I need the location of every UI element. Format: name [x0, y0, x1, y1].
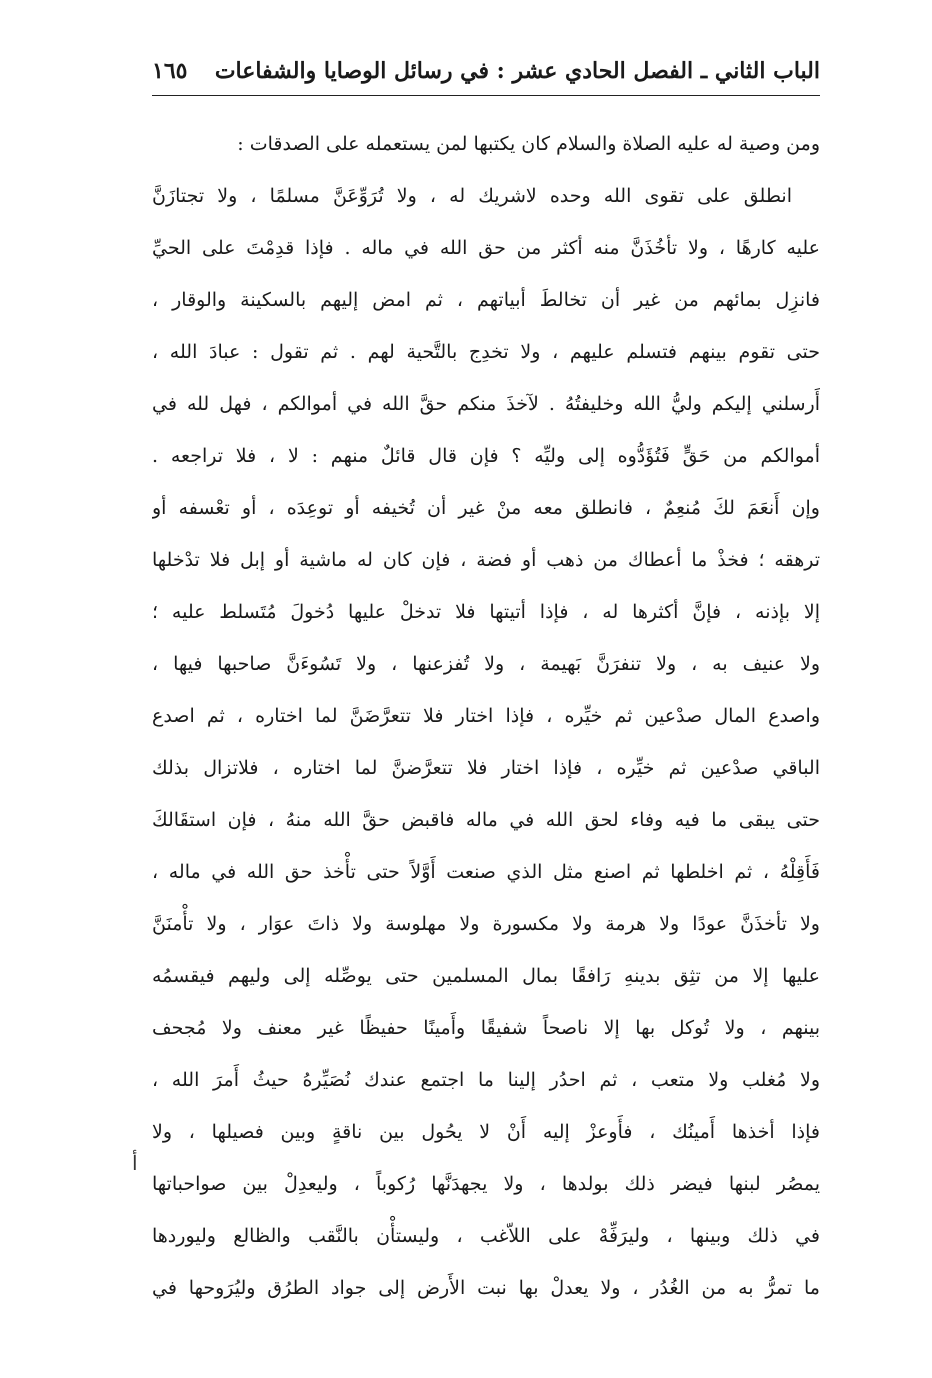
chapter-title: الباب الثاني ـ الفصل الحادي عشر : في رسائل الوصايا والشفاعات — [214, 58, 820, 84]
text-line: حتى تقوم بينهم فتسلم عليهم ، ولا تخدِج بالتَّحية لهم . ثم تقول : عبادَ الله ، — [152, 341, 820, 363]
text-line: انطلق على تقوى الله وحده لاشريك له ، ولا تُرَوِّعَنَّ مسلمًا ، ولا تجتازَنَّ — [152, 185, 792, 207]
text-line: إلا بإذنه ، فإنَّ أكثرها له ، فإذا أتيتها فلا تدخلْ عليها دُخولَ مُتَسلط عليه ؛ — [152, 601, 820, 623]
text-line: فإذا أخذها أَمينُك ، فأَوعزْ إليه أَنْ لا يحُول بين ناقةٍ وبين فصيلها ، ولا — [152, 1121, 820, 1143]
text-line: ولا عنيف به ، ولا تنفرَنَّ بَهيمة ، ولا تُفزعنها ، ولا تَسُوءَنَّ صاحبها فيها ، — [152, 653, 820, 675]
text-line: حتى يبقى ما فيه وفاء لحق الله في ماله فاقبض حقَّ الله منهُ ، فإن استقَالكَ — [152, 809, 820, 831]
body-text — [152, 118, 820, 1314]
margin-mark: أ — [132, 1151, 138, 1175]
text-line: ما تمرُّ به من الغُدُر ، ولا يعدلْ بها نبت الأَرض إلى جواد الطرُق وليُرَوحها في — [152, 1277, 820, 1299]
text-line: أموالكم من حَقٍّ فَتُؤَدُّوه إلى وليِّه ؟ فإن قال قائلٌ منهم : لا ، فلا تراجعه . — [152, 445, 820, 467]
header-divider — [152, 95, 820, 96]
text-line: ولا تأخذَنَّ عودًا ولا هرمة ولا مكسورة ولا مهلوسة ولا ذاتَ عوَار ، ولا تأْمنَنَّ — [152, 913, 820, 935]
running-header — [152, 52, 820, 92]
text-line: وإن أَنعَمَ لكَ مُنعِمٌ ، فانطلق معه منْ غير أن تُخيفه أو توعِدَه ، أو تعْسفه أو — [152, 497, 820, 519]
text-line: ومن وصية له عليه الصلاة والسلام كان يكتبها لمن يستعمله على الصدقات : — [237, 133, 820, 155]
text-line: بينهم ، ولا تُوكل بها إلا ناصحاً شفيقًا وأَمينًا حفيظًا غير معنف ولا مُجحف — [152, 1017, 820, 1039]
text-line: فَأَقِلْهُ ، ثم اخلطها ثم اصنع مثل الذي صنعت أَوَّلاً حتى تأْخذ حق الله في ماله ، — [152, 861, 820, 883]
text-line: الباقي صدْعين ثم خيِّره ، فإذا اختار فلا تتعرَّضنَّ لما اختاره ، فلاتزال بذلك — [152, 757, 820, 779]
text-line: عليه كارهًا ، ولا تأخُذَنَّ منه أكثر من حق الله في ماله . فإذا قدِمْتَ على الحيِّ — [152, 237, 820, 259]
text-line: أَرسلني إليكم وليُّ الله وخليفتُهُ . لآخذَ منكم حقَّ الله في أموالكم ، فهل لله في — [152, 393, 820, 415]
text-line: عليها إلا من تثِق بدينهِ رَافقًا بمال المسلمين حتى يوصِّله إلى وليهم فيقسمُه — [152, 965, 820, 987]
text-line: فانزِل بمائهم من غير أن تخالطَ أبياتهم ، ثم امض إليهم بالسكينة والوقار ، — [152, 289, 820, 311]
text-line: واصدع المال صدْعين ثم خيِّره ، فإذا اختار فلا تتعرَّضَنَّ لما اختاره ، ثم اصدع — [152, 705, 820, 727]
text-line: ولا مُغلب ولا متعب ، ثم احدُر إلينا ما اجتمع عندك نُصَيِّرهُ حيثُ أَمرَ الله ، — [152, 1069, 820, 1091]
page-number: ١٦٥ — [152, 58, 188, 84]
text-line: ترهقه ؛ فخذْ ما أعطاك من ذهب أو فضة ، فإن كان له ماشية أو إبل فلا تدْخلها — [152, 549, 820, 571]
text-line: يمصُر لبنها فيضر ذلك بولدها ، ولا يجهدَنَّها رُكوباً ، وليعدِلْ بين صواحباتها — [152, 1173, 820, 1195]
text-line: في ذلك وبينها ، وليرَفِّهْ على اللاّغب ، وليستأْن بالنَّقب والظالع وليوردها — [152, 1225, 820, 1247]
